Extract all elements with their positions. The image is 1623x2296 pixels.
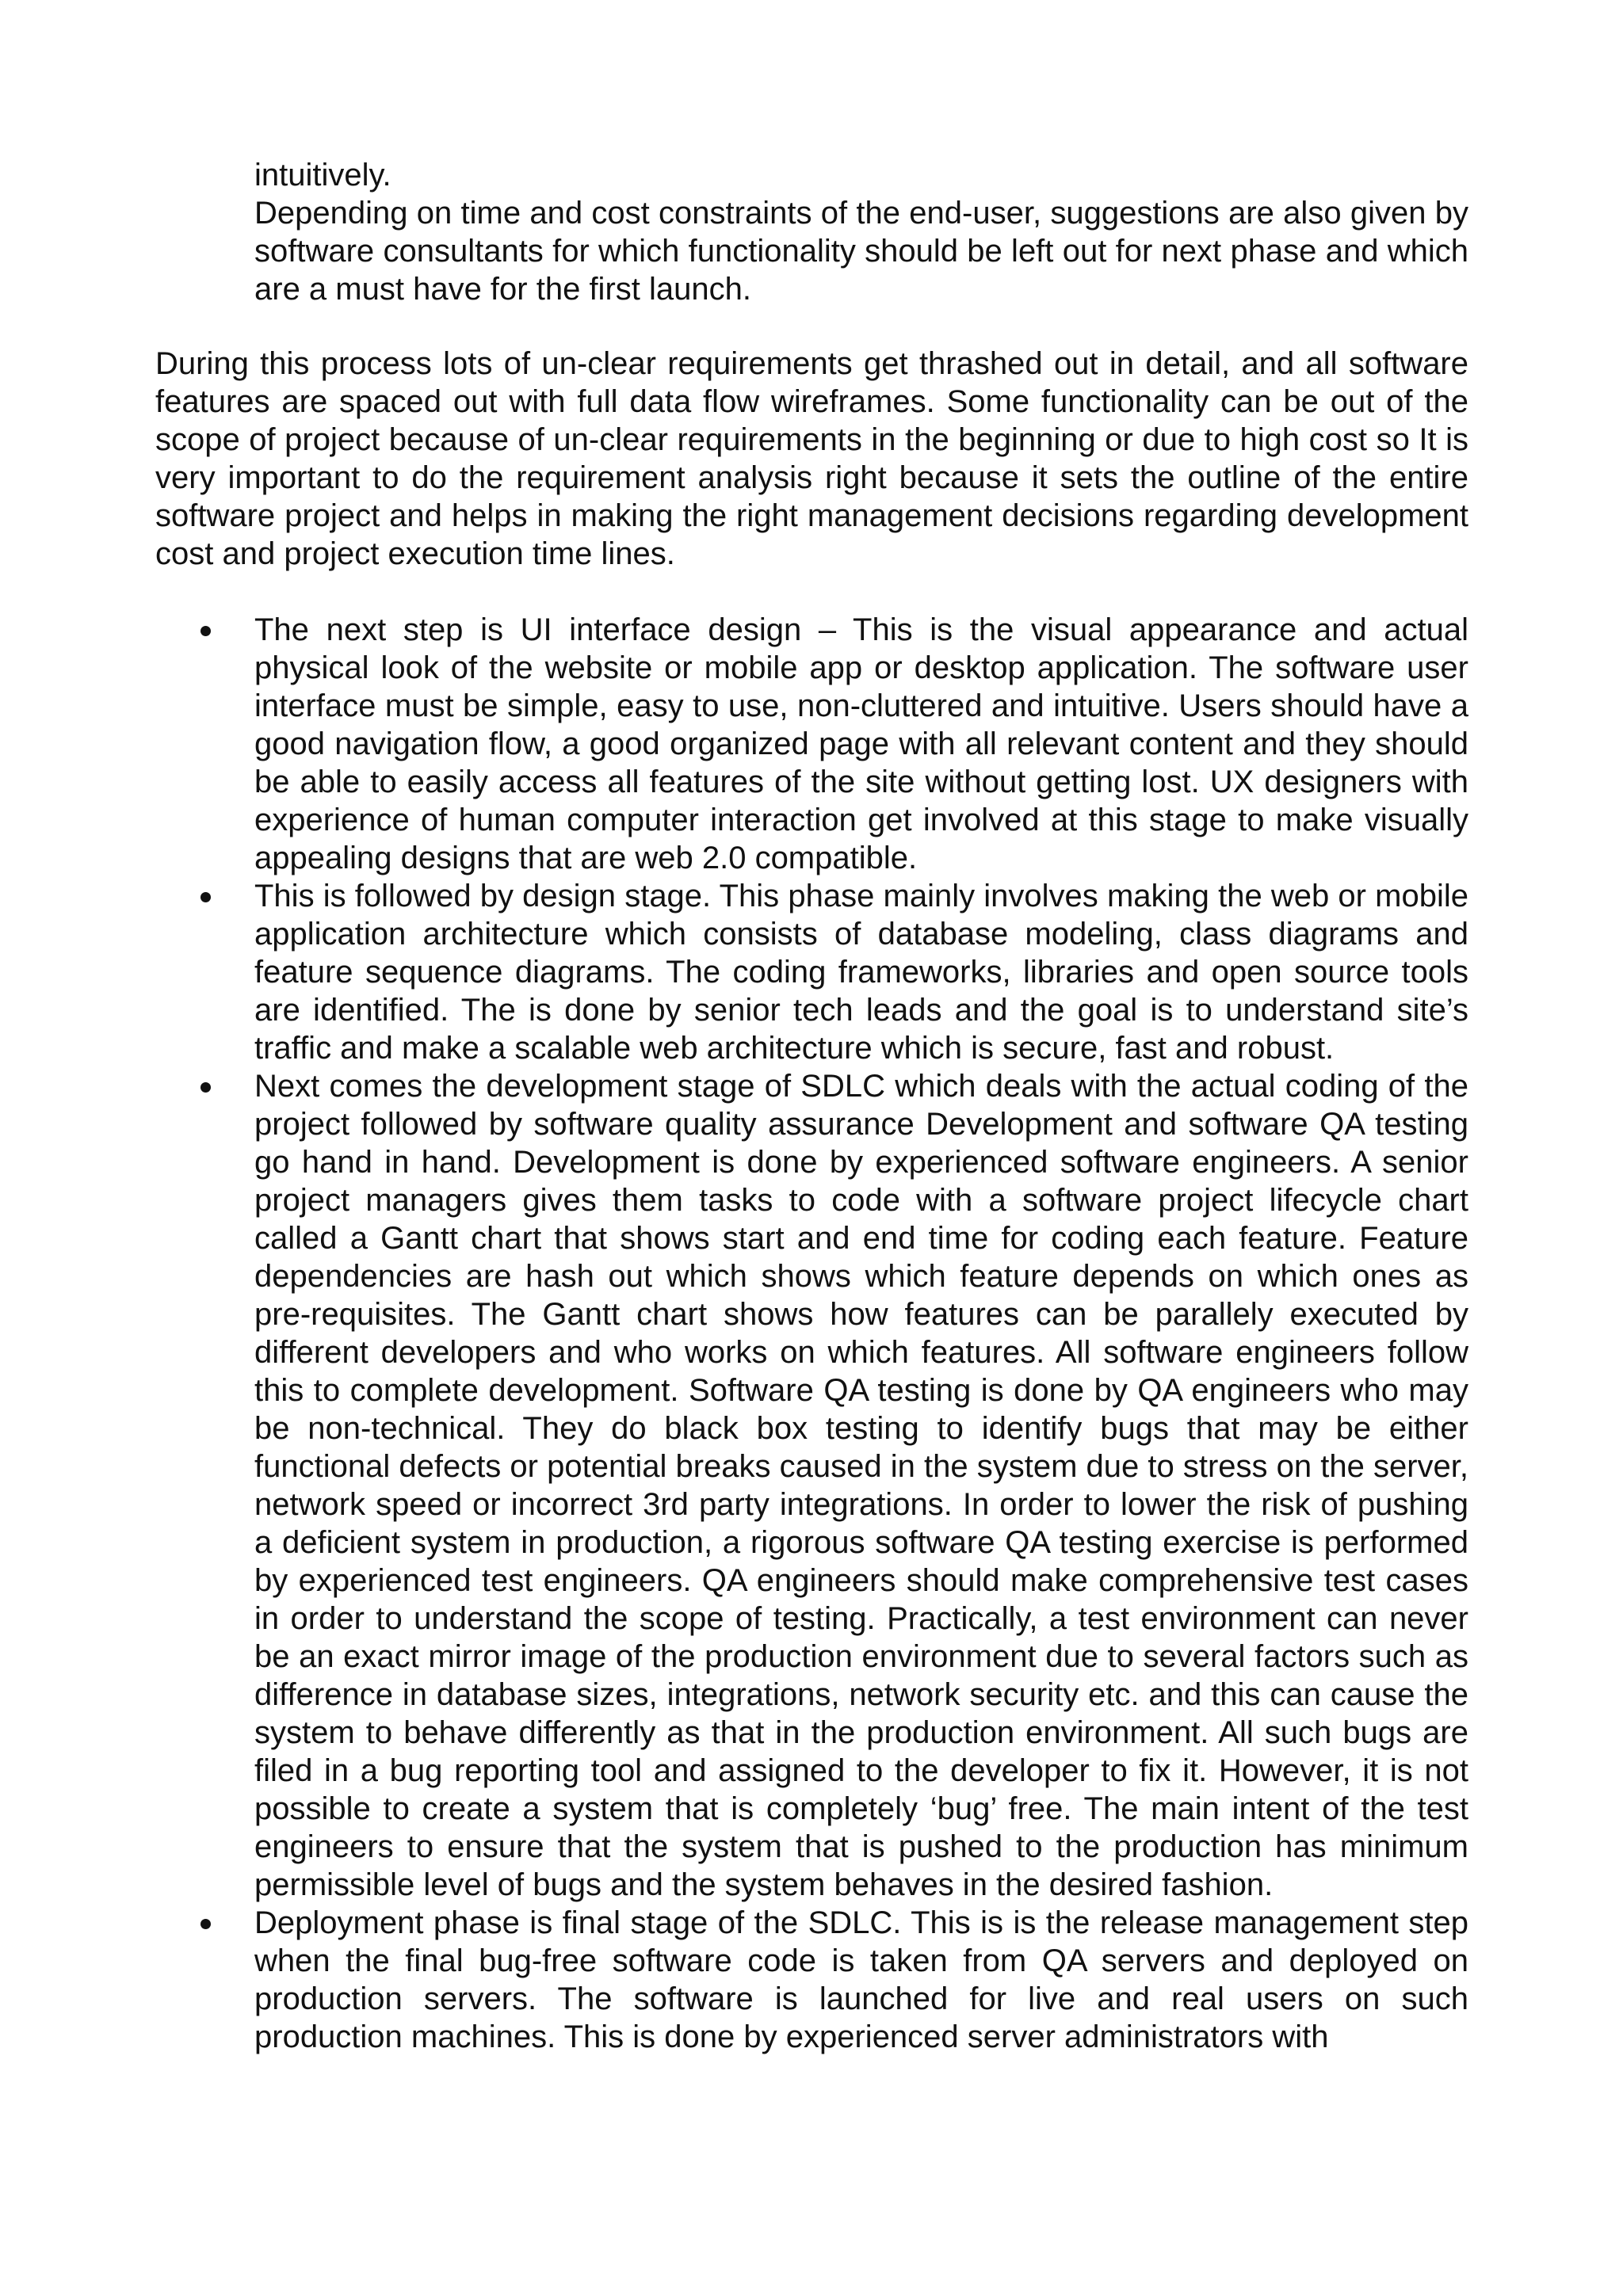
bullet-list bbox=[155, 611, 1468, 2056]
bullet-icon bbox=[200, 1919, 211, 1929]
intro-paragraph: Depending on time and cost constraints of the end-user, suggestions are also given by software consultants for which functionality should be left out for next phase and which are a must have for the first launch. bbox=[254, 196, 1468, 307]
bullet-icon bbox=[200, 892, 211, 902]
intro-fragment: intuitively. bbox=[254, 158, 391, 193]
bullet-icon bbox=[200, 626, 211, 636]
list-item-text: The next step is UI interface design – This is the visual appearance and actual physical look of the website or mobile app or desktop application. The software user interface must be simple, easy to use, non-cluttered and intuitive. Users should have a good navigation flow, a good organized page with all relevant content and they should be able to easily access all features of the site without getting lost. UX designers with experience of human computer interaction get involved at this stage to make visually appealing designs that are web 2.0 compatible. bbox=[254, 612, 1468, 875]
list-item-text: Next comes the development stage of SDLC which deals with the actual coding of the project followed by software quality assurance Development and software QA testing go hand in hand. Development is done by experienced software engineers. A senior project managers gives them tasks to code with a software project lifecycle chart called a Gantt chart that shows start and end time for coding each feature. Feature dependencies are hash out which shows which feature depends on which ones as pre-requisites. The Gantt chart shows how features can be parallely executed by different developers and who works on which features. All software engineers follow this to complete development. Software QA testing is done by QA engineers who may be non-technical. They do black box testing to identify bugs that may be either functional defects or potential breaks caused in the system due to stress on the server, network speed or incorrect 3rd party integrations. In order to lower the risk of pushing a deficient system in production, a rigorous software QA testing exercise is performed by experienced test engineers. QA engineers should make comprehensive test cases in order to understand the scope of testing. Practically, a test environment can never be an exact mirror image of the production environment due to several factors such as difference in database sizes, integrations, network security etc. and this can cause the system to behave differently as that in the production environment. All such bugs are filed in a bug reporting tool and assigned to the developer to fix it. However, it is not possible to create a system that is completely ‘bug’ free. The main intent of the test engineers to ensure that the system that is pushed to the production has minimum permissible level of bugs and the system behaves in the desired fashion. bbox=[254, 1069, 1468, 1902]
list-item bbox=[155, 877, 1468, 1067]
list-item-text: Deployment phase is final stage of the SDLC. This is is the release management step when the final bug-free software code is taken from QA servers and deployed on production servers. The software is launched for live and real users on such production machines. This is done by experienced server administrators with bbox=[254, 1905, 1468, 2054]
list-item bbox=[155, 1904, 1468, 2056]
list-item bbox=[155, 611, 1468, 877]
bullet-icon bbox=[200, 1082, 211, 1093]
list-item-text: This is followed by design stage. This phase mainly involves making the web or mobile application architecture which consists of database modeling, class diagrams and feature sequence diagrams. The coding frameworks, libraries and open source tools are identified. The is done by senior tech leads and the goal is to understand site’s traffic and make a scalable web architecture which is secure, fast and robust. bbox=[254, 879, 1468, 1066]
list-item bbox=[155, 1067, 1468, 1904]
main-paragraph: During this process lots of un-clear requirements get thrashed out in detail, and all software features are spaced out with full data flow wireframes. Some functionality can be out of the scope of project because of un-clear requirements in the beginning or due to high cost so It is very important to do the requirement analysis right because it sets the outline of the entire software project and helps in making the right management decisions regarding development cost and project execution time lines. bbox=[155, 346, 1468, 571]
